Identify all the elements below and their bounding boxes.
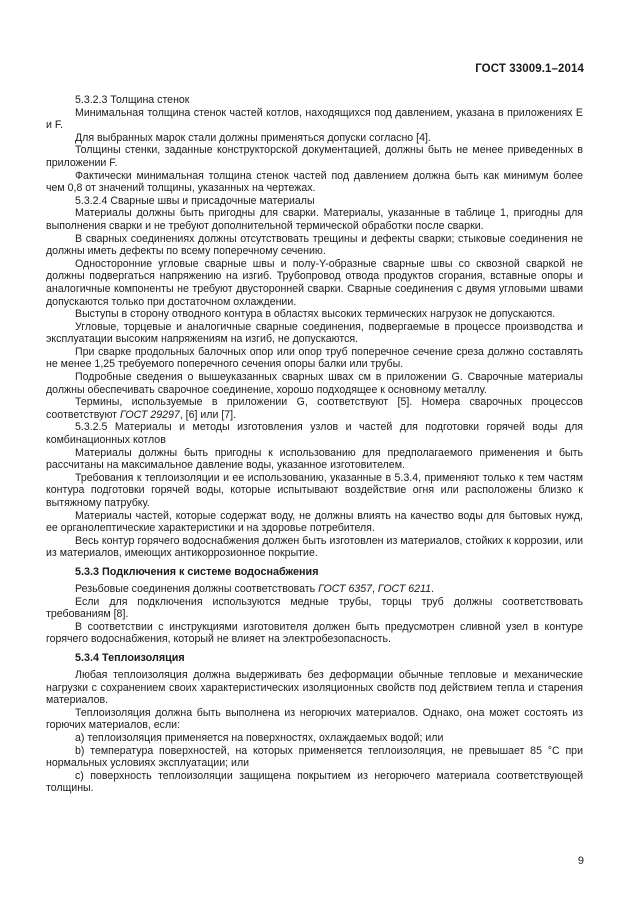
paragraph [46, 583, 583, 596]
standard-reference: ГОСТ 6357 [318, 582, 373, 595]
paragraph: Требования к теплоизоляции и ее использованию, указанные в 5.3.4, применяют только к тем частям контура подготовки горячей воды, которые испытывают воздействие огня или расположены близко к вытяжному патрубку. [46, 471, 583, 509]
text-run: Резьбовые соединения должны соответствовать [75, 582, 319, 595]
text-run: . [431, 582, 435, 595]
paragraph: Подробные сведения о вышеуказанных сварных швах см в приложении G. Сварочные материалы должны обеспечивать сварочное соединение, хорошо подходящее к основному металлу. [46, 371, 583, 396]
paragraph: В соответствии с инструкциями изготовителя должен быть предусмотрен сливной узел в контуре горячего водоснабжения, который не влияет на электробезопасность. [46, 620, 583, 646]
paragraph: Угловые, торцевые и аналогичные сварные соединения, подвергаемые в процессе производства и эксплуатации высоким напряжениям на изгиб, не допускаются. [46, 320, 583, 346]
page-number: 9 [577, 855, 584, 867]
text-run: , [372, 582, 378, 595]
list-item: с) поверхность теплоизоляции защищена покрытием из негорючего материала соответствующей толщины. [46, 769, 583, 795]
paragraph: При сварке продольных балочных опор или опор труб поперечное сечение среза должно составлять не менее 1,25 требуемого поперечного сечения опоры балки или трубы. [46, 345, 583, 371]
text-run: Термины, используемые в приложении G, соответствуют [5]. Номера сварочных процессов соответствуют [46, 396, 583, 421]
paragraph: Если для подключения используются медные трубы, торцы труб должны соответствовать требованиям [8]. [46, 595, 583, 621]
paragraph: Выступы в сторону отводного контура в областях высоких термических нагрузок не допускаются. [75, 308, 556, 321]
paragraph: Односторонние угловые сварные швы и полу-Y-образные сварные швы со сквозной сваркой не должны подвергаться напряжению на изгиб. Трубопровод отвода продуктов сгорания, вставные опоры и аналогичные компоненты не требуют двусторонней сварки. Сварные соединения с двумя угловыми швами допускаются только при достаточном охлаждении. [46, 257, 583, 308]
text-run: , [6] или [7]. [179, 408, 237, 421]
paragraph [46, 396, 583, 421]
clause-heading-5-3-2-4: 5.3.2.4 Сварные швы и присадочные материалы [75, 194, 315, 207]
list-item: а) теплоизоляция применяется на поверхностях, охлаждаемых водой; или [75, 731, 444, 744]
body-text [46, 94, 583, 795]
paragraph: Материалы должны быть пригодны для сварки. Материалы, указанные в таблице 1, пригодны для выполнения сварки и не требуют дополнительной термической обработки после сварки. [46, 207, 583, 232]
standard-reference: ГОСТ 29297 [119, 408, 180, 421]
clause-heading-5-3-2-3: 5.3.2.3 Толщина стенок [75, 94, 190, 106]
paragraph: Для выбранных марок стали должны применяться допуски согласно [4]. [75, 131, 431, 144]
document-id: ГОСТ 33009.1–2014 [475, 63, 584, 75]
paragraph: Теплоизоляция должна быть выполнена из негорючих материалов. Однако, она может состоять из горючих материалов, если: [46, 706, 583, 732]
paragraph: Минимальная толщина стенок частей котлов, находящихся под давлением, указана в приложениях E и F. [46, 106, 583, 132]
paragraph: Материалы частей, которые содержат воду, не должны влиять на качество воды для бытовых нужд, ее органолептические характеристики и на здоровье потребителя. [46, 509, 583, 535]
paragraph: В сварных соединениях должны отсутствовать трещины и дефекты сварки; стыковые соединения не должны иметь дефекты по всему поперечному сечению. [46, 232, 583, 258]
paragraph: Материалы должны быть пригодны к использованию для предполагаемого применения и быть рассчитаны на максимальное давление воды, указанное изготовителем. [46, 446, 583, 472]
section-heading-5-3-4: 5.3.4 Теплоизоляция [75, 651, 185, 664]
list-item: b) температура поверхностей, на которых применяется теплоизоляция, не превышает 85 °С при нормальных условиях эксплуатации; или [46, 744, 583, 770]
standard-reference: ГОСТ 6211 [377, 582, 432, 595]
clause-heading-5-3-2-5: 5.3.2.5 Материалы и методы изготовления узлов и частей для подготовки горячей воды для комбинационных котлов [46, 421, 583, 447]
paragraph: Весь контур горячего водоснабжения должен быть изготовлен из материалов, стойких к коррозии, или из материалов, имеющих антикоррозионное покрытие. [46, 534, 583, 560]
paragraph: Любая теплоизоляция должна выдерживать без деформации обычные тепловые и механические нагрузки с сохранением своих характеристических изоляционных свойств под действием тепла и старения материалов. [46, 668, 583, 707]
paragraph: Фактически минимальная толщина стенок частей под давлением должна быть как минимум более чем 0,8 от значений толщины, указанных на чертежах. [46, 169, 583, 195]
paragraph: Толщины стенки, заданные конструкторской документацией, должны быть не менее приведенных в приложении F. [46, 144, 583, 169]
section-heading-5-3-3: 5.3.3 Подключения к системе водоснабжения [75, 565, 319, 578]
